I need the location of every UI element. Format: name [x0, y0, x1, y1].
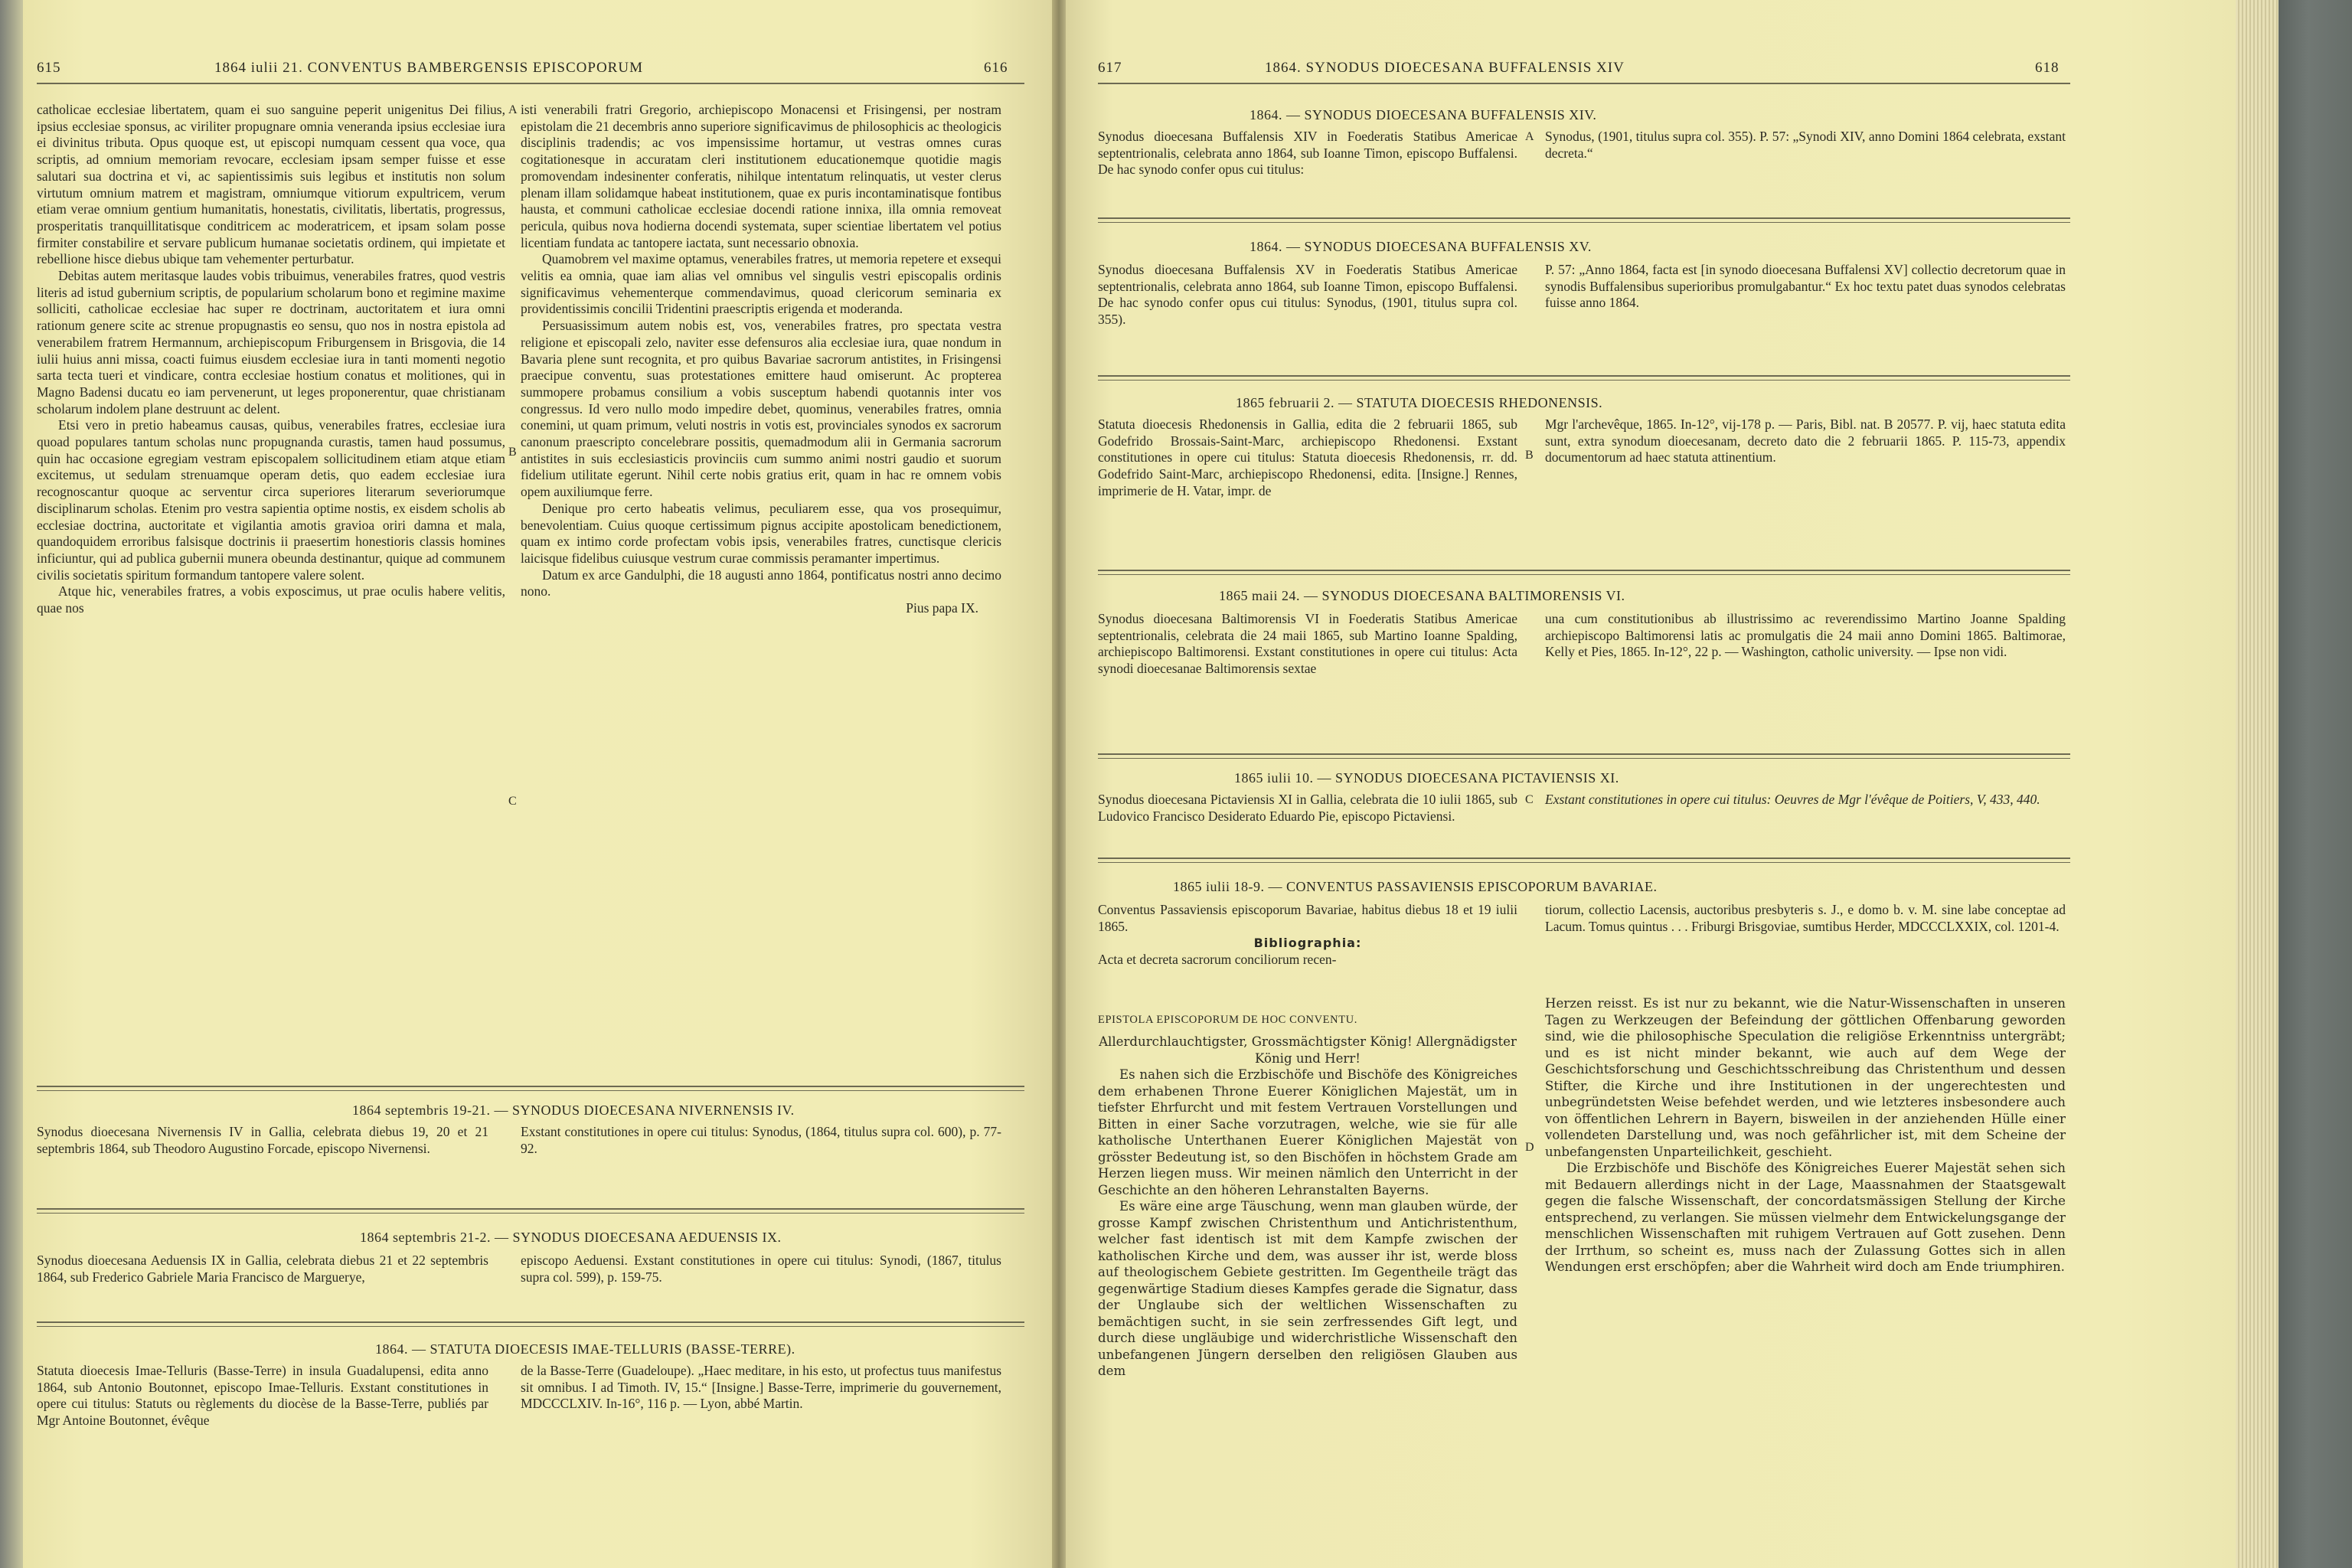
paragraph: Es wäre eine arge Täuschung, wenn man glauben würde, der grosse Kampf zwischen Christenthum und Antichristenthum, welcher fast identisch ist mit dem Kampfe zwischen der katholischen Kirche und dem, was ausser ihr ist, werde bloss auf theologischem Gebiete gestritten. Im Gegentheile trägt das gegenwärtige Stadium dieses Kampfes gerade die Signatur, dass der Unglaube sich der weltlichen Wissenschaften zu bemächtigen sucht, in sie sein zerfressendes Gift legt, und durch diese ungläubige und widerchristliche Wissenschaft den unbefangenen Jüngern derselben den religiösen Glauben aus dem: [1098, 1199, 1517, 1378]
section-title-imae-telluris: 1864. — STATUTA DIOECESIS IMAE-TELLURIS (BASSE-TERRE).: [375, 1341, 795, 1357]
section-body-right: tiorum, collectio Lacensis, auctoribus presbyteris s. J., e domo b. v. M. sine labe conceptae ad Lacum. Tomus quintus . . . Friburgi Brisgoviae, sumtibus Herder, MDCCCLXXIX, col. 1201-4.: [1545, 902, 2066, 934]
section-body-left: Synodus dioecesana Buffalensis XV in Foederatis Statibus Americae septentrionalis, celebrata anno 1864, sub Ioanne Timon, episcopo Buffalensi. De hac synodo confer opus cui titulus: Synodus, (1901, titulus supra col. 355).: [1098, 262, 1517, 328]
bibliography-heading: Bibliographia:: [1253, 936, 1362, 951]
section-body-left: Statuta dioecesis Rhedonensis in Gallia, edita die 2 februarii 1865, sub Godefrido Brossais-Saint-Marc, archiepiscopo Rhedonensi. Exstant constitutiones in opere cui titulus: Statuta dioecesis Rhedonensis, rr. dd. Godefrido Saint-Marc, archiepiscopo Rhedonensi, edita. [Insigne.] Rennes, imprimerie de H. Vatar, impr. de: [1098, 416, 1517, 498]
margin-marker-a: A: [1525, 130, 1534, 143]
right-page-edges: [2236, 0, 2278, 1568]
section-divider: [1098, 753, 2070, 759]
paragraph: Etsi vero in pretio habeamus causas, quibus, venerabiles fratres, ecclesiae iura quoad populares tantum scholas nunc propugnanda curastis, tamen haud possumus, quin hac occasione egregiam vestram episcopalem sollicitudinem etiam atque etiam excitemus, ut sedulam strenuamque operam detis, quo eadem ecclesiae iura recognoscantur quoque ac serventur circa superiores literarum severiorumque disciplinarum scholas. Etenim pro vestra sapientia optime nostis, ex eisdem scholis ab ecclesiae doctrina, auctoritate et vigilantia amotis gravioa oriri damna et mala, quandoquidem erroribus falsisque doctrinis ii praesertim honestioris classis homines inficiuntur, qui ad publica gubernii munera obeunda destinantur, quique ad communem civilis societatis spiritum formandum tantopere valere solent.: [37, 417, 505, 583]
section-divider: [37, 1321, 1024, 1327]
section-divider: [1098, 858, 2070, 863]
section-divider: [37, 1086, 1024, 1091]
section-body-right: Exstant constitutiones in opere cui titulus: Oeuvres de Mgr l'évêque de Poitiers, V, 433, 440.: [1545, 792, 2040, 807]
page-number-618: 618: [2035, 60, 2060, 76]
paragraph: Allerdurchlauchtigster, Grossmächtigster König! Allergnädigster König und Herr!: [1099, 1034, 1517, 1066]
margin-marker-a: A: [508, 103, 518, 116]
page-number-616: 616: [984, 60, 1008, 76]
section-title-rhedonensis: 1865 februarii 2. — STATUTA DIOECESIS RHEDONENSIS.: [1236, 395, 1603, 410]
section-body-left: [1098, 902, 1517, 969]
letter-column-2: [521, 102, 1001, 617]
section-body-right: Synodus, (1901, titulus supra col. 355). P. 57: „Synodi XIV, anno Domini 1864 celebrata, exstant decreta.“: [1545, 129, 2066, 161]
paragraph: Quamobrem vel maxime optamus, venerabiles fratres, ut memoria repetere et exsequi velitis ea omnia, quae iam alias vel omnibus vel singulis vestri episcopalis ordinis significavimus vehementerque commendavimus, quoad clericorum seminaria ex providentissimis concilii Tridentini praescriptis erigenda et moderanda.: [521, 251, 1001, 317]
section-title-nivernensis: 1864 septembris 19-21. — SYNODUS DIOECESANA NIVERNENSIS IV.: [352, 1102, 795, 1118]
section-text: Conventus Passaviensis episcoporum Bavariae, habitus diebus 18 et 19 iulii 1865.: [1098, 902, 1517, 934]
paragraph: Es nahen sich die Erzbischöfe und Bischöfe des Königreiches dem erhabenen Throne Euerer Königlichen Majestät, um in tiefster Ehrfurcht und mit festem Vertrauen Vorstellungen und Bitten in einer Sache vorzutragen, welche, wie sie für alle katholische Unterthanen Euerer Königlichen Majestät von grösster Bedeutung ist, so den Bischöfen in höchstem Grade am Herzen liegen muss. Wir meinen nämlich den Unterricht in der Geschichte an den höheren Lehranstalten Bayerns.: [1098, 1067, 1517, 1197]
section-body-left: Synodus dioecesana Baltimorensis VI in Foederatis Statibus Americae septentrionalis, celebrata die 24 maii 1865, sub Martino Ioanne Spalding, archiepiscopo Baltimorensi. Exstant constitutiones in opere cui titulus: Acta synodi dioecesanae Baltimorensis sextae: [1098, 611, 1517, 677]
margin-marker-c: C: [1525, 793, 1534, 806]
section-divider: [37, 1208, 1024, 1214]
paragraph: Denique pro certo habeatis velimus, peculiarem esse, qua vos prosequimur, benevolentiam. Cuius quoque certissimum pignus accipite apostolicam benedictionem, quam ex intimo corde profectam vobis ipsis, venerabiles fratres, cunctisque clericis laicisque fidelibus cuiusque vestrum curae commissis peramanter impertimus.: [521, 500, 1001, 566]
running-header-left: 1864 iulii 21. CONVENTUS BAMBERGENSIS EPISCOPORUM: [214, 60, 643, 76]
right-page: [1066, 0, 2236, 1568]
section-text: Acta et decreta sacrorum conciliorum recen-: [1098, 952, 1337, 968]
section-divider: [1098, 375, 2070, 381]
section-body-left: Synodus dioecesana Pictaviensis XI in Gallia, celebrata die 10 iulii 1865, sub Ludovico Francisco Desiderato Eduardo Pie, episcopo Pictaviensi.: [1098, 792, 1517, 824]
section-body-right: de la Basse-Terre (Guadeloupe). „Haec meditare, in his esto, ut profectus tuus manifestus sit omnibus. I ad Timoth. IV, 15.“ [Insigne.] Basse-Terre, imprimerie du gouvernement, MDCCCLXIV. In-16°, 116 p. — Lyon, abbé Martin.: [521, 1363, 1001, 1412]
page-number-615: 615: [37, 60, 61, 76]
section-body-right: Exstant constitutiones in opere cui titulus: Synodus, (1864, titulus supra col. 600), p. 77-92.: [521, 1124, 1001, 1156]
german-column-1: [1098, 1034, 1517, 1380]
section-body-left: Synodus dioecesana Nivernensis IV in Gallia, celebrata diebus 19, 20 et 21 septembris 1864, sub Theodoro Augustino Forcade, episcopo Nivernensi.: [37, 1124, 488, 1156]
section-title-passaviensis: 1865 iulii 18-9. — CONVENTUS PASSAVIENSIS EPISCOPORUM BAVARIAE.: [1173, 879, 1658, 894]
book-gutter: [1052, 0, 1066, 1568]
left-page: [23, 0, 1052, 1568]
margin-marker-b: B: [1525, 449, 1534, 462]
section-body-right: una cum constitutionibus ab illustrissimo ac reverendissimo Martino Joanne Spalding archiepiscopo Baltimorensi latis ac promulgatis die 24 maii anno Domini 1865. Baltimorae, Kelly et Pies, 1865. In-12°, 22 p. — Washington, catholic university. — Ipse non vidi.: [1545, 611, 2066, 660]
signature: Pius papa IX.: [906, 600, 978, 616]
paragraph: catholicae ecclesiae libertatem, quam ei suo sanguine peperit unigenitus Dei filius, ipsius ecclesiae sponsus, ac viriliter propugnare omnia veneranda ipsius ecclesiae iura ei divinitus tributa. Opus quoque est, ut episcopi numquam cessent qua voce, qua scriptis, ad omnium memoriam revocare, ecclesiam ipsam semper fuisse et esse salutari sua doctrina et vi, ac sapientissimis suis legibus et institutis non solum virtutum omnium matrem et magistram, omniumque vitiorum expultricem, verum etiam verae omnium gentium humanitatis, honestatis, civilitatis, libertatis, progressus, prosperitatis tranquillitatisque conditricem ac moderatricem, et ipsam solam posse firmiter constabilire et servare publicum humanae societatis ordinem, qui impietate et rebellione hisce diebus ubique tam vehementer perturbatur.: [37, 102, 505, 267]
section-body-right: episcopo Aeduensi. Exstant constitutiones in opere cui titulus: Synodi, (1867, titulus supra col. 599), p. 159-75.: [521, 1253, 1001, 1285]
section-body-left: Statuta dioecesis Imae-Telluris (Basse-Terre) in insula Guadalupensi, edita anno 1864, sub Antonio Boutonnet, episcopo Imae-Telluris. Exstant constitutiones in opere cui titulus: Statuts ou règlements du diocèse de la Basse-Terre, publiés par Mgr Antoine Boutonnet, évêque: [37, 1363, 488, 1429]
epistola-title: EPISTOLA EPISCOPORUM DE HOC CONVENTU.: [1098, 1014, 1357, 1026]
margin-marker-b: B: [508, 446, 517, 459]
section-title-buffalensis-xv: 1864. — SYNODUS DIOECESANA BUFFALENSIS XV.: [1250, 239, 1592, 254]
page-number-617: 617: [1098, 60, 1122, 76]
running-header-right: 1864. SYNODUS DIOECESANA BUFFALENSIS XIV: [1265, 60, 1625, 76]
header-rule: [37, 83, 1024, 84]
paragraph: Debitas autem meritasque laudes vobis tribuimus, venerabiles fratres, quod vestris literis ad istud gubernium scriptis, de popularium scholarum bono et regimine maxime solliciti, catholicae ecclesiae hac super re doctrinam, auctoritatem et iura omni rationum genere scite ac strenue propugnastis eo sensu, quo nos in nostra epistola ad venerabilem fratrem Hermannum, archiepiscopum Friburgensem in Brisgovia, die 14 iulii huius anni missa, coacti fuimus eiusdem ecclesiae iura in tanti momenti negotio sarta tecta tueri et vindicare, contra ecclesiae hostium conatus et molitiones, qui in Magno Badensi ducatu eo iam pervenerunt, ut leges proponerentur, quae christianam scholarum indolem plane destruunt ac delent.: [37, 268, 505, 416]
section-body-left: Synodus dioecesana Aeduensis IX in Gallia, celebrata diebus 21 et 22 septembris 1864, sub Frederico Gabriele Maria Francisco de Marguerye,: [37, 1253, 488, 1285]
section-body-right: Mgr l'archevêque, 1865. In-12°, vij-178 p. — Paris, Bibl. nat. B 20577. P. vij, haec statuta edita sunt, extra synodum dioecesanam, decreto dato die 2 februarii 1865. P. 115-73, appendix documentorum ad haec statuta attinentium.: [1545, 416, 2066, 466]
section-body-right: P. 57: „Anno 1864, facta est [in synodo dioecesana Buffalensi XV] collectio decretorum quae in synodis Buffalensibus superioribus promulgabantur.“ Ex hoc textu patet duas synodos celebratas fuisse anno 1864.: [1545, 262, 2066, 311]
section-title-buffalensis-xiv: 1864. — SYNODUS DIOECESANA BUFFALENSIS XIV.: [1250, 107, 1597, 122]
section-body-left: Synodus dioecesana Buffalensis XIV in Foederatis Statibus Americae septentrionalis, celebrata anno 1864, sub Ioanne Timon, episcopo Buffalensi. De hac synodo confer opus cui titulus:: [1098, 129, 1517, 178]
section-title-pictaviensis: 1865 iulii 10. — SYNODUS DIOECESANA PICTAVIENSIS XI.: [1234, 770, 1619, 786]
section-divider: [1098, 570, 2070, 575]
margin-marker-d: D: [1525, 1141, 1534, 1154]
paragraph: Atque hic, venerabiles fratres, a vobis exposcimus, ut prae oculis habere velitis, quae nos: [37, 583, 505, 616]
paragraph: Herzen reisst. Es ist nur zu bekannt, wie die Natur-Wissenschaften in unseren Tagen zu Werkzeugen der Befeindung der göttlichen Offenbarung geworden sind, wie die philosophische Speculation die religiöse Erkenntniss untergräbt; und es ist nicht minder bekannt, wie auch auf dem Wege der Geschichtsforschung und Geschichtsschreibung das Christenthum und dessen Stifter, die Kirche und ihre Institutionen in der ungerechtesten und unbegründetsten Weise befehdet werden, und wie letzteres insbesondere auch von öffentlichen Lehrern in Bayern, bisweilen in der anziehenden Hülle einer vollendeten Darstellung und, was noch gefährlicher ist, mit dem Scheine der unbefangensten Unparteilichkeit, geschieht.: [1545, 996, 2066, 1159]
header-rule: [1098, 83, 2070, 84]
paragraph: isti venerabili fratri Gregorio, archiepiscopo Monacensi et Frisingensi, per nostram epistolam die 21 decembris anno superiore significavimus de philosophicis ac theologicis disciplinis tradendis; ac vos impensissime hortamur, ut vestras omnes curas cogitationesque in accuratam cleri institutionem educationemque quotidie magis promovendam indesinenter conferatis, nihilque intentatum relinquatis, ut vester clerus plenam illam solidamque habeat institutionem, quae ex puris incontaminatisque fontibus hausta, et communi catholicae ecclesiae docendi ratione innixa, illa omnia removeat pericula, quibus nova hodierna docendi systemata, super scientiae libertatem vel potius licentiam fundata ac tantopere iactata, sunt necessario obnoxia.: [521, 102, 1001, 250]
section-title-aeduensis: 1864 septembris 21-2. — SYNODUS DIOECESANA AEDUENSIS IX.: [360, 1230, 782, 1245]
letter-column-1: [37, 102, 505, 617]
section-divider: [1098, 217, 2070, 223]
left-page-edge: [0, 0, 23, 1568]
german-column-2: [1545, 995, 2066, 1276]
paragraph: Persuasissimum autem nobis est, vos, venerabiles fratres, pro spectata vestra religione et episcopali zelo, naviter esse defensuros alia ecclesiae iura, quae nondum in Bavaria plene sunt recognita, et pro quibus Bavariae sacrorum antistites, in Frisingensi praecipue conventu, suas protestationes emittere haud omiserunt. Ac propterea summopere probamus consilium a vobis susceptum habendi quotannis inter vos congressus. Id vero nullo modo impedire debet, quominus, venerabiles fratres, omnia conemini, ut quam primum, veluti nostris in votis est, provinciales synodos ex sacrorum canonum praescripto concelebrare possitis, quemadmodum alii in Germania sacrorum antistites in suis ecclesiasticis provinciis cum summo animi nostri gaudio et suorum fidelium utilitate egerunt. Nihil certe nobis gratius erit, quam in hac re omnem vobis opem auxiliumque ferre.: [521, 318, 1001, 500]
background-surface: [2278, 0, 2352, 1568]
section-title-baltimorensis: 1865 maii 24. — SYNODUS DIOECESANA BALTIMORENSIS VI.: [1219, 588, 1625, 603]
paragraph: Die Erzbischöfe und Bischöfe des Königreiches Euerer Majestät sehen sich mit Bedauern allerdings nicht in der Lage, Maassnahmen der Staatsgewalt gegen die falsche Wissenschaft, der concordatsmässigen Stellung der Kirche entsprechend, zu verlangen. Sie müssen vielmehr dem Entwickelungsgange der menschlichen Wissenschaften mit ruhigem Vertrauen auf Gott zusehen. Denn der Irrthum, so scheint es, muss nach der Zulassung Gottes sich in allen Wendungen erst erschöpfen; aber die Wahrheit wird doch am Ende triumphiren.: [1545, 1161, 2066, 1274]
margin-marker-c: C: [508, 795, 517, 808]
paragraph: Datum ex arce Gandulphi, die 18 augusti anno 1864, pontificatus nostri anno decimo nono.: [521, 567, 1001, 599]
